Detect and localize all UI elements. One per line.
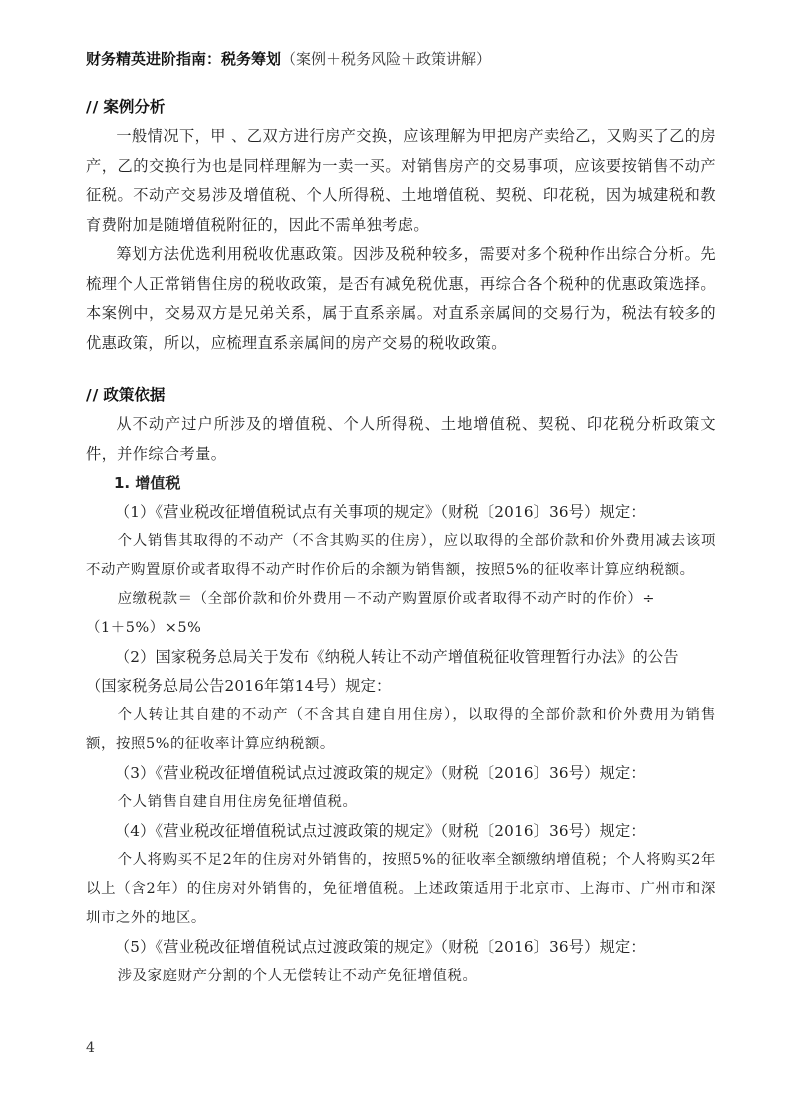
item1-formula: 应缴税款＝（全部价款和价外费用－不动产购置原价或者取得不动产时的作价）÷ xyxy=(117,591,656,607)
item2-citation-cont: （国家税务总局公告2016年第14号）规定： xyxy=(86,677,392,695)
item1-quote: 个人销售其取得的不动产（不含其购买的住房），应以取得的全部价款和价外费用减去该项不动产购置原价或者取得不动产时作价后的余额为销售额，按照5%的征收率计算应纳税额。 xyxy=(86,533,716,578)
item1-formula-cont: （1＋5%）×5% xyxy=(86,620,202,636)
policy-intro: 从不动产过户所涉及的增值税、个人所得税、土地增值税、契税、印花税分析政策文件，并作综合考量。 xyxy=(86,415,716,463)
case-paragraph-2: 筹划方法优选利用税收优惠政策。因涉及税种较多，需要对多个税种作出综合分析。先梳理个人正常销售住房的税收政策，是否有减免税优惠，再综合各个税种的优惠政策选择。本案例中，交易双方是兄弟关系，属于直系亲属。对直系亲属间的交易行为，税法有较多的优惠政策，所以，应梳理直系亲属间的房产交易的税收政策。 xyxy=(86,245,716,352)
item5-quote: 涉及家庭财产分割的个人无偿转让不动产免征增值税。 xyxy=(117,968,478,984)
item2-quote: 个人转让其自建的不动产（不含其自建自用住房），以取得的全部价款和价外费用为销售额，按照5%的征收率计算应纳税额。 xyxy=(86,707,716,752)
policy-section-heading xyxy=(86,380,716,410)
page-number: 4 xyxy=(86,1040,95,1056)
item3-citation: （3）《营业税改征增值税试点过渡政策的规定》（财税〔2016〕36号）规定： xyxy=(114,764,646,782)
running-header xyxy=(86,48,491,69)
book-title: 财务精英进阶指南：税务筹划 xyxy=(86,50,282,68)
item4-quote: 个人将购买不足2年的住房对外销售的，按照5%的征收率全额缴纳增值税；个人将购买2年以上（含2年）的住房对外销售的，免征增值税。上述政策适用于北京市、上海市、广州市和深圳市之外的地区。 xyxy=(86,852,716,926)
policy-section-title: 政策依据 xyxy=(103,386,166,404)
case-section-heading xyxy=(86,92,716,122)
vat-subheading: 1. 增值税 xyxy=(114,474,181,492)
book-subtitle: （案例＋税务风险＋政策讲解） xyxy=(281,50,492,68)
section-marker: // xyxy=(86,386,100,404)
case-section-title: 案例分析 xyxy=(103,98,166,116)
page-content xyxy=(86,92,716,991)
item3-quote: 个人销售自建自用住房免征增值税。 xyxy=(117,794,358,810)
item2-citation: （2）国家税务总局关于发布《纳税人转让不动产增值税征收管理暂行办法》的公告 xyxy=(114,648,679,666)
case-paragraph-1: 一般情况下，甲 、乙双方进行房产交换，应该理解为甲把房产卖给乙，又购买了乙的房产，乙的交换行为也是同样理解为一卖一买。对销售房产的交易事项，应该要按销售不动产征税。不动产交易涉及增值税、个人所得税、土地增值税、契税、印花税，因为城建税和教育费附加是随增值税附征的，因此不需单独考虑。 xyxy=(86,127,716,234)
item4-citation: （4）《营业税改征增值税试点过渡政策的规定》（财税〔2016〕36号）规定： xyxy=(114,822,646,840)
item1-citation: （1）《营业税改征增值税试点有关事项的规定》（财税〔2016〕36号）规定： xyxy=(114,503,646,521)
section-marker: // xyxy=(86,98,100,116)
item5-citation: （5）《营业税改征增值税试点过渡政策的规定》（财税〔2016〕36号）规定： xyxy=(114,938,646,956)
